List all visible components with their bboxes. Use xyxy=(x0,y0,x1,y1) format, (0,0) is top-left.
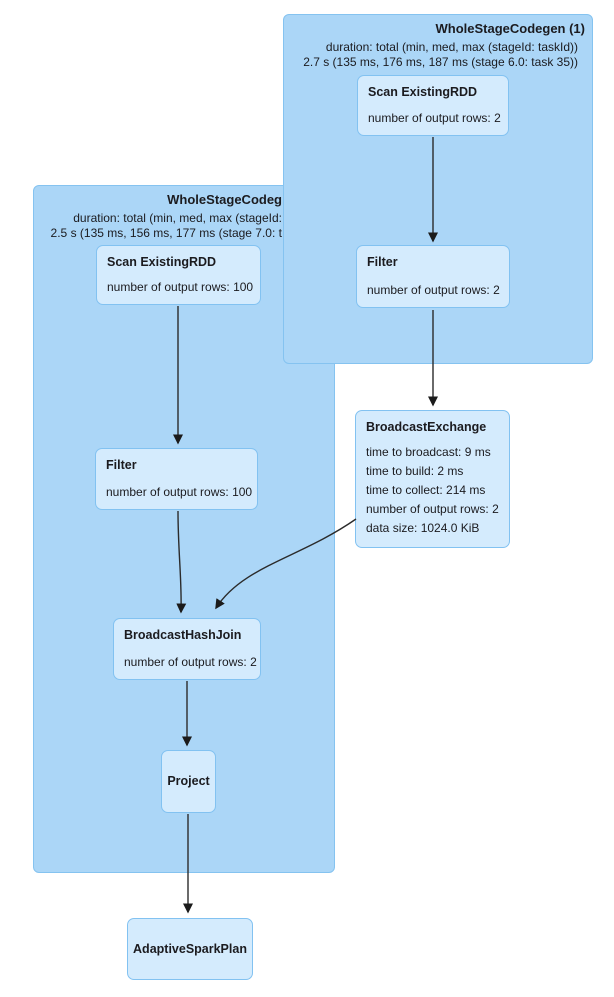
node-title: Scan ExistingRDD xyxy=(368,85,478,99)
node-metric: number of output rows: 100 xyxy=(107,280,254,294)
node-metric: number of output rows: 2 xyxy=(124,655,257,669)
node-scan-existingrdd-1[interactable] xyxy=(357,75,509,136)
cluster-wholestagecodegen-2-title: WholeStageCodeg xyxy=(167,192,282,207)
cluster-wholestagecodegen-1 xyxy=(283,14,593,364)
cluster-wholestagecodegen-2-duration xyxy=(34,211,282,240)
cluster-wholestagecodegen-1-title: WholeStageCodegen (1) xyxy=(435,21,585,36)
node-metric: number of output rows: 2 xyxy=(367,283,500,297)
node-metric: time to broadcast: 9 ms xyxy=(366,445,491,459)
node-metric: number of output rows: 100 xyxy=(106,485,253,499)
node-broadcast-exchange[interactable] xyxy=(355,410,510,548)
node-metrics xyxy=(366,443,499,538)
node-broadcast-hash-join[interactable] xyxy=(113,618,261,680)
node-metric: time to build: 2 ms xyxy=(366,464,464,478)
node-title: Project xyxy=(167,774,210,788)
node-filter-2[interactable] xyxy=(95,448,258,510)
node-project[interactable] xyxy=(161,750,216,813)
node-title: Filter xyxy=(367,255,398,269)
duration-value-line: 2.5 s (135 ms, 156 ms, 177 ms (stage 7.0: t xyxy=(50,225,282,240)
node-title: Scan ExistingRDD xyxy=(107,255,217,269)
node-filter-1[interactable] xyxy=(356,245,510,308)
node-metric: data size: 1024.0 KiB xyxy=(366,521,480,535)
node-title: Filter xyxy=(106,458,137,472)
duration-header-line: duration: total (min, med, max (stageId: xyxy=(73,211,282,225)
node-title: AdaptiveSparkPlan xyxy=(133,941,247,956)
node-title: BroadcastExchange xyxy=(366,420,487,434)
node-scan-existingrdd-2[interactable] xyxy=(96,245,261,305)
node-title: BroadcastHashJoin xyxy=(124,628,242,642)
duration-value-line: 2.7 s (135 ms, 176 ms, 187 ms (stage 6.0: task 35)) xyxy=(303,54,578,69)
duration-header-line: duration: total (min, med, max (stageId: taskId)) xyxy=(325,40,578,54)
node-metric: number of output rows: 2 xyxy=(368,111,501,125)
node-adaptive-spark-plan[interactable] xyxy=(127,918,253,980)
cluster-wholestagecodegen-1-duration xyxy=(284,40,578,69)
node-metric: time to collect: 214 ms xyxy=(366,483,486,497)
node-metric: number of output rows: 2 xyxy=(366,502,499,516)
